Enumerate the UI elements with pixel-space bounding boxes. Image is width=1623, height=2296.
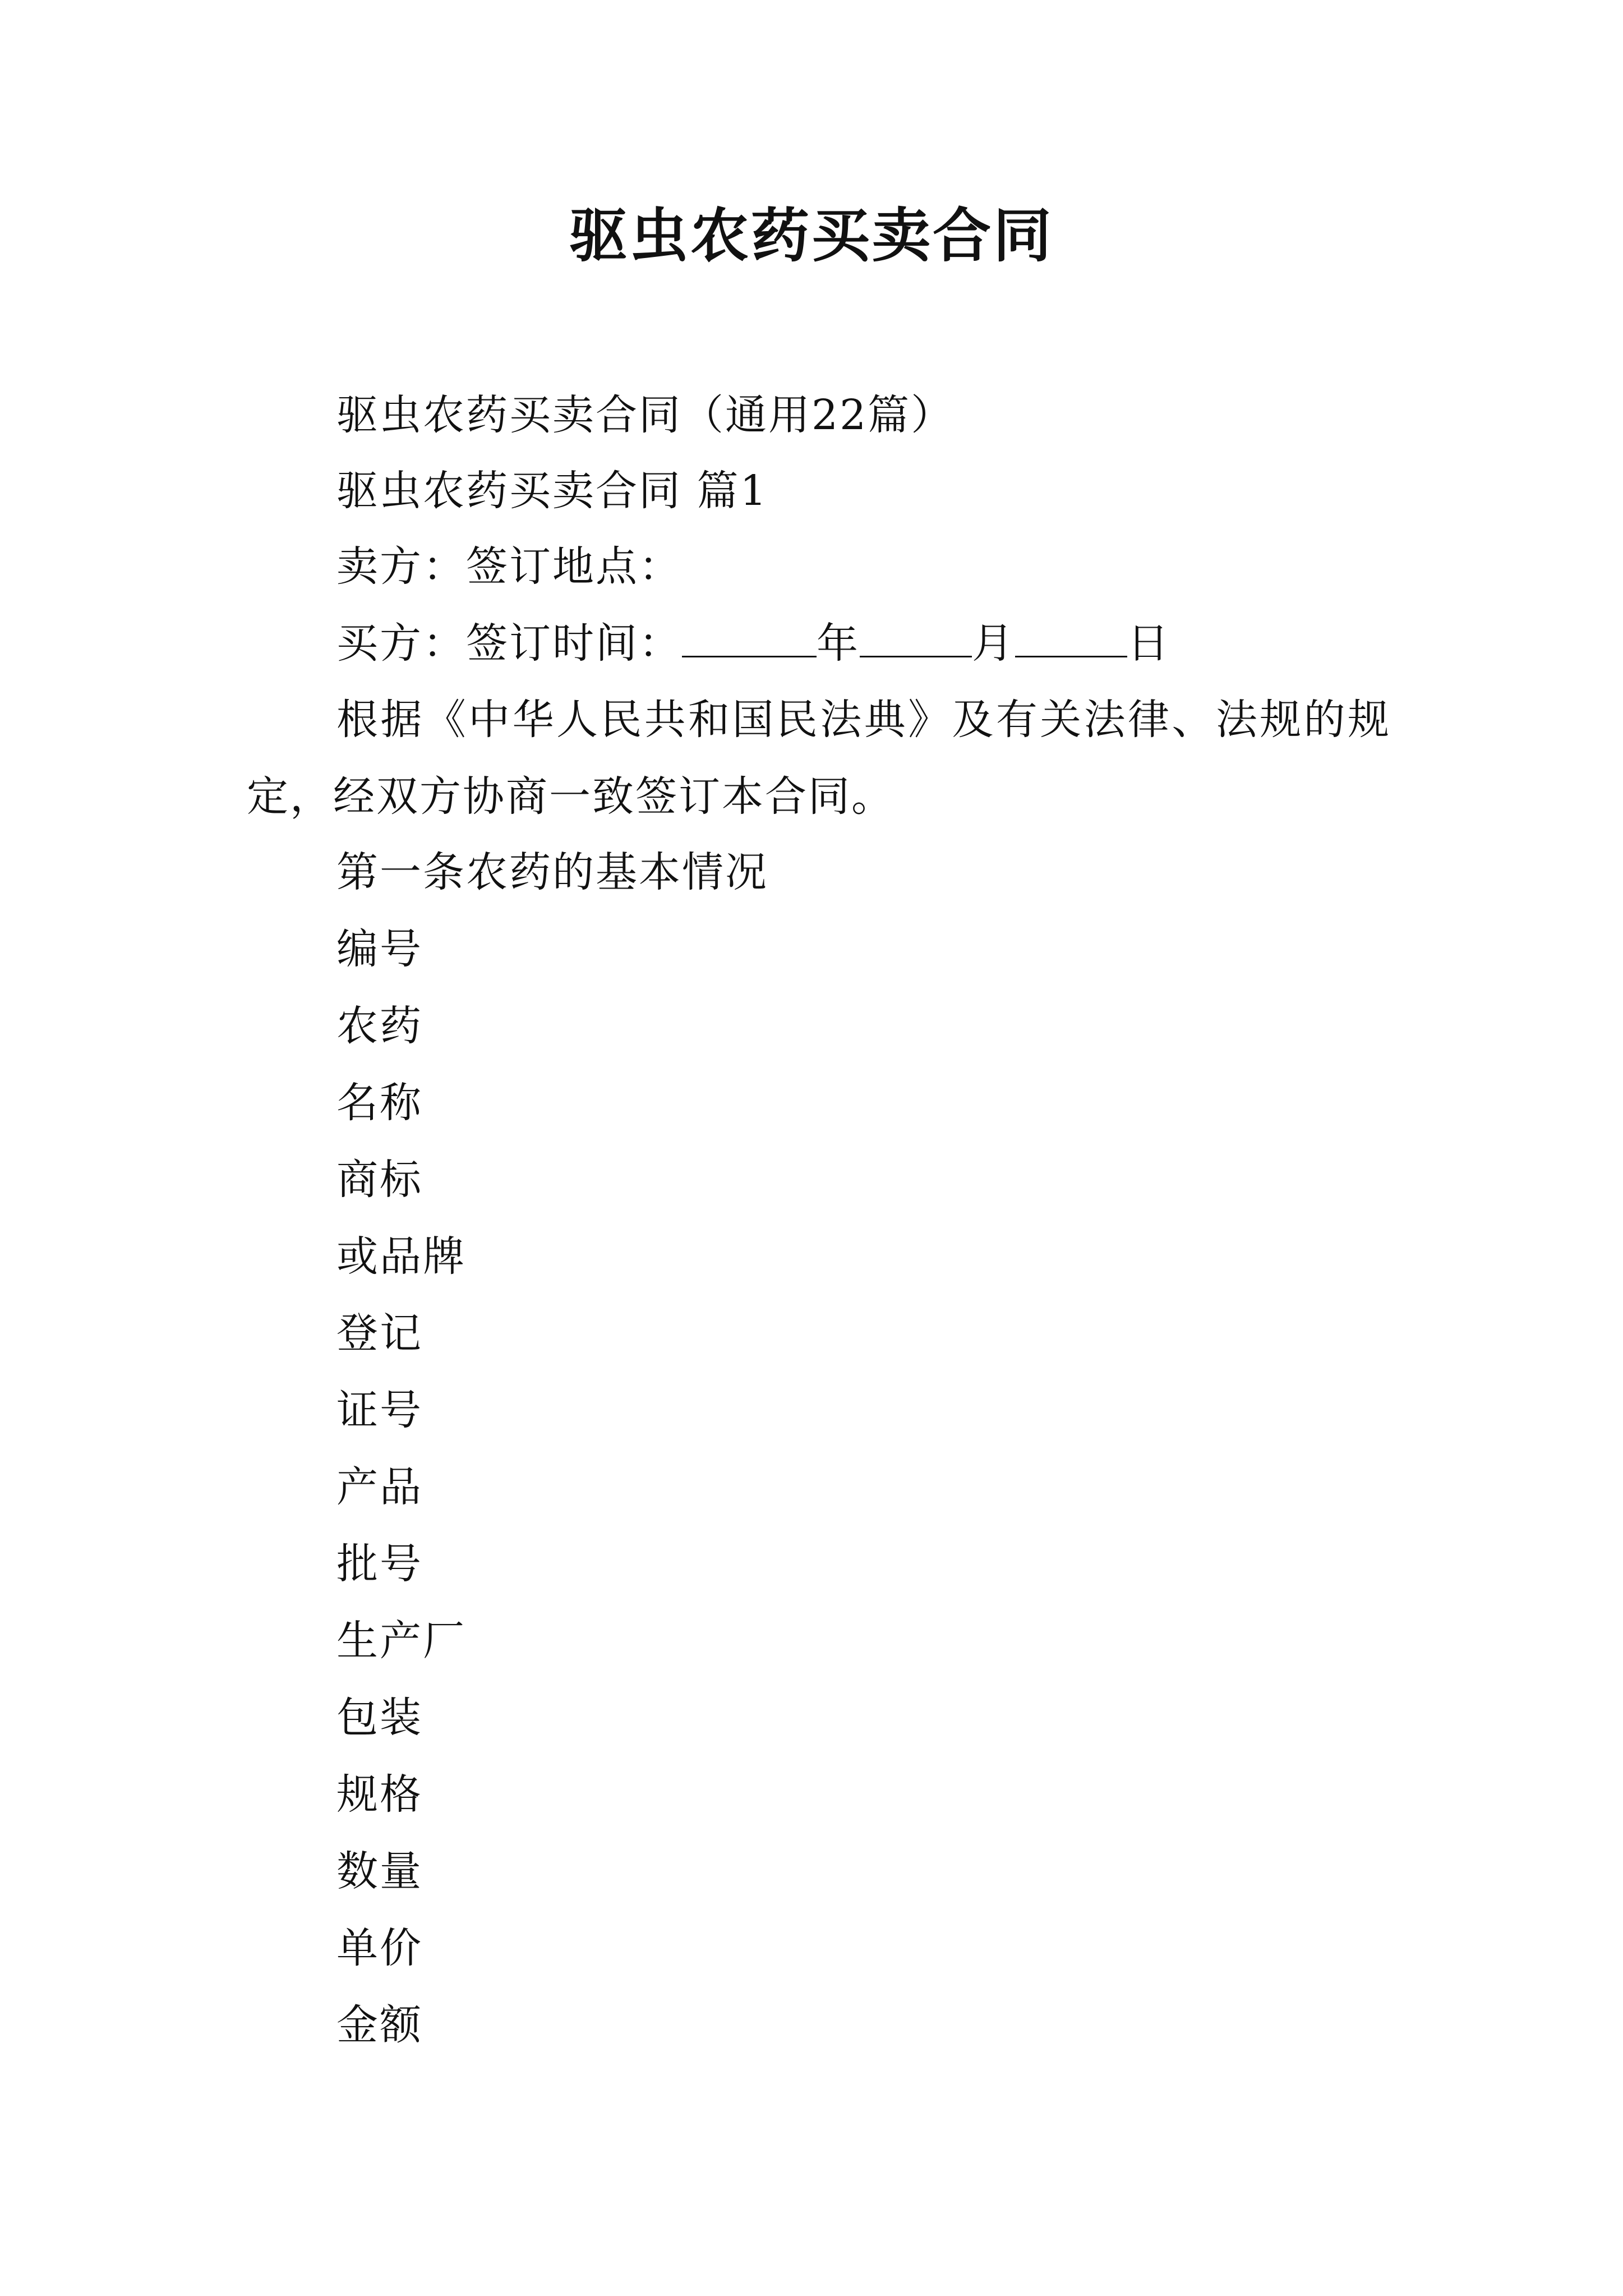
table-field-label: 批号	[336, 1540, 423, 1588]
year-label: 年	[817, 619, 860, 668]
table-field-label: 登记	[336, 1309, 423, 1358]
intro-paragraph: 根据《中华人民共和国民法典》及有关法律、法规的规定，经双方协商一致签订本合同。	[247, 696, 1391, 821]
table-field-label: 金额	[336, 2001, 423, 2049]
article-1-heading: 第一条农药的基本情况	[336, 848, 768, 896]
document-title: 驱虫农药买卖合同	[569, 201, 1054, 270]
month-label: 月	[972, 619, 1015, 668]
year-blank	[682, 616, 817, 657]
table-field-label: 商标	[336, 1156, 423, 1204]
day-label: 日	[1127, 619, 1170, 668]
table-field-label: 编号	[336, 925, 423, 973]
document-subtitle: 驱虫农药买卖合同（通用22篇）	[336, 391, 955, 439]
table-field-label: 产品	[336, 1463, 423, 1511]
day-blank	[1015, 616, 1127, 657]
table-field-label: 规格	[336, 1770, 423, 1819]
buyer-line-prefix: 买方：签订时间：	[336, 619, 682, 668]
table-field-label: 数量	[336, 1847, 423, 1895]
table-field-label: 生产厂	[336, 1617, 466, 1665]
table-field-label: 单价	[336, 1924, 423, 1972]
table-field-label: 或品牌	[336, 1232, 466, 1281]
buyer-line	[336, 615, 1170, 671]
month-blank	[860, 616, 972, 657]
seller-line: 卖方：签订地点：	[336, 542, 682, 591]
table-field-label: 农药	[336, 1002, 423, 1050]
table-field-label: 名称	[336, 1079, 423, 1127]
section-heading: 驱虫农药买卖合同 篇1	[336, 467, 768, 515]
table-field-label: 包装	[336, 1694, 423, 1742]
table-field-label: 证号	[336, 1386, 423, 1434]
